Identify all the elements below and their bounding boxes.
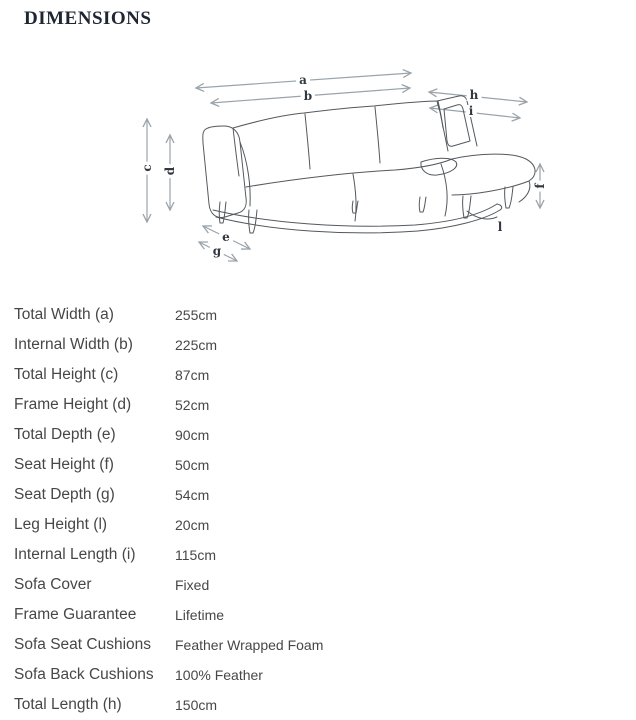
- table-row: [0, 540, 636, 570]
- dim-label-a: a: [296, 74, 310, 86]
- spec-value: Feather Wrapped Foam: [175, 637, 324, 653]
- spec-value: Fixed: [175, 577, 210, 593]
- spec-label: Internal Width (b): [14, 336, 133, 353]
- spec-value: 150cm: [175, 697, 218, 713]
- table-row: [0, 690, 636, 720]
- page-title: DIMENSIONS: [24, 8, 152, 29]
- table-row: [0, 630, 636, 660]
- table-row: [0, 330, 636, 360]
- dim-label-i: i: [466, 105, 477, 117]
- spec-value: 255cm: [175, 307, 218, 323]
- spec-label: Total Length (h): [14, 696, 122, 713]
- spec-value: 87cm: [175, 367, 210, 383]
- spec-label: Total Depth (e): [14, 426, 116, 443]
- table-row: [0, 390, 636, 420]
- table-row: [0, 360, 636, 390]
- table-row: [0, 570, 636, 600]
- dim-label-e: e: [219, 231, 233, 243]
- spec-value: 20cm: [175, 517, 210, 533]
- table-row: [0, 480, 636, 510]
- spec-label: Frame Guarantee: [14, 606, 137, 623]
- spec-value: 90cm: [175, 427, 210, 443]
- spec-value: 115cm: [175, 547, 216, 563]
- dim-label-l: l: [497, 220, 503, 234]
- table-row: [0, 420, 636, 450]
- dim-label-g: g: [210, 245, 224, 257]
- spec-value: 52cm: [175, 397, 210, 413]
- spec-label: Seat Depth (g): [14, 486, 115, 503]
- sofa-outline: [203, 96, 535, 233]
- table-row: [0, 660, 636, 690]
- spec-label: Sofa Cover: [14, 576, 92, 593]
- dimensions-table: [0, 300, 636, 720]
- dim-label-h: h: [467, 89, 482, 101]
- spec-value: Lifetime: [175, 607, 225, 623]
- spec-label: Total Width (a): [14, 306, 114, 323]
- spec-label: Leg Height (l): [14, 516, 108, 533]
- spec-value: 225cm: [175, 337, 218, 353]
- table-row: [0, 510, 636, 540]
- spec-label: Sofa Back Cushions: [14, 666, 154, 683]
- spec-value: 100% Feather: [175, 667, 263, 683]
- spec-value: 54cm: [175, 487, 210, 503]
- spec-label: Sofa Seat Cushions: [14, 636, 152, 653]
- sofa-line-art: [0, 0, 636, 300]
- table-row: [0, 450, 636, 480]
- spec-label: Seat Height (f): [14, 456, 114, 473]
- table-row: [0, 600, 636, 630]
- dim-label-c: c: [141, 161, 153, 174]
- spec-label: Internal Length (i): [14, 546, 136, 563]
- dim-label-d: d: [164, 164, 176, 178]
- sofa-dimensions-diagram: [0, 0, 636, 300]
- spec-label: Total Height (c): [14, 366, 119, 383]
- table-row: [0, 300, 636, 330]
- dim-label-b: b: [301, 90, 315, 102]
- dim-label-f: f: [534, 180, 546, 191]
- spec-label: Frame Height (d): [14, 396, 132, 413]
- spec-value: 50cm: [175, 457, 210, 473]
